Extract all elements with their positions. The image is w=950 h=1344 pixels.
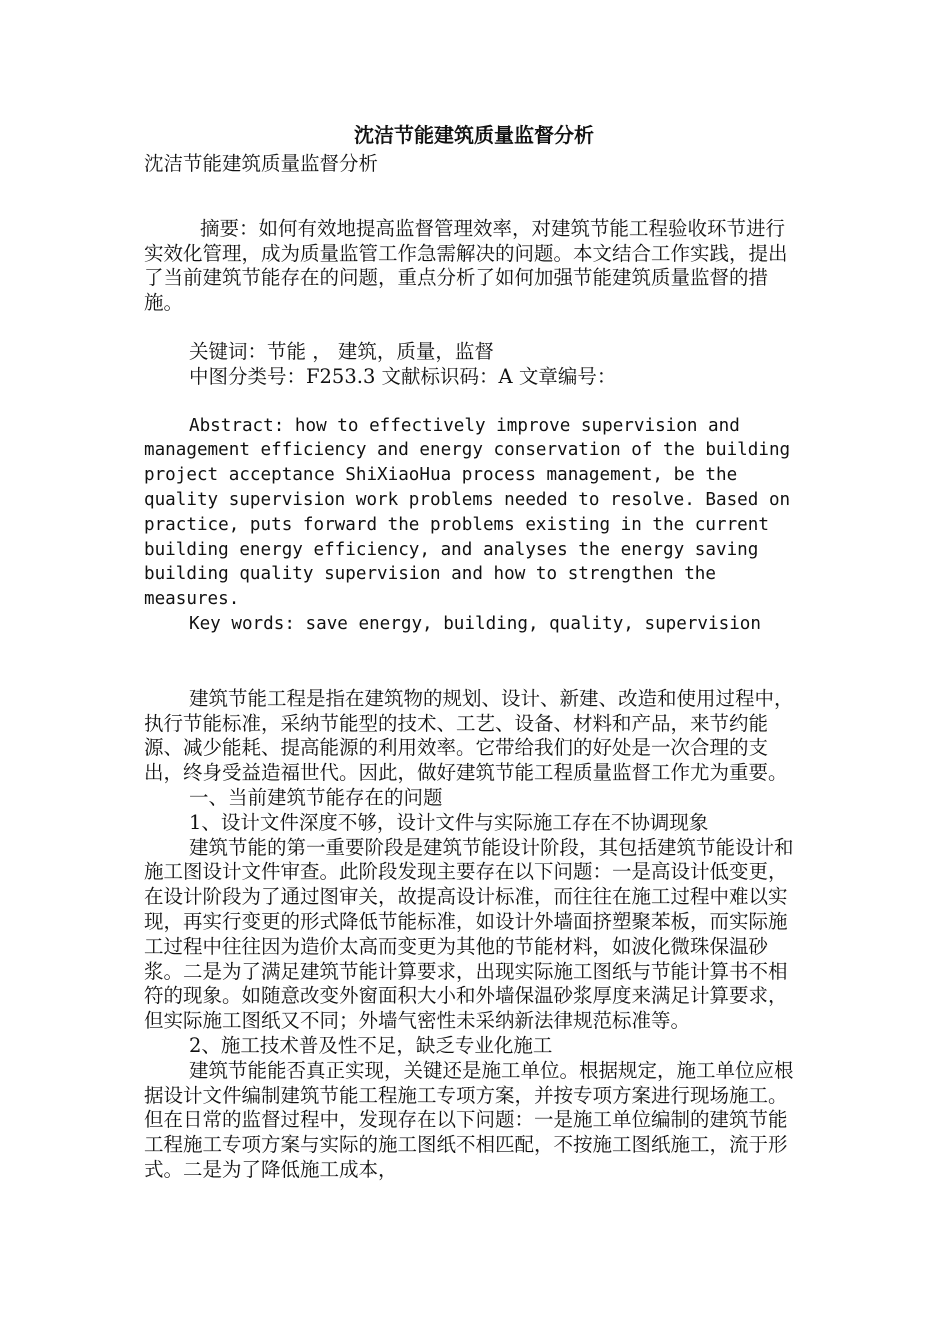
document-content	[144, 122, 804, 1183]
item-text-2: 建筑节能能否真正实现，关键还是施工单位。根据规定，施工单位应根据设计文件编制建筑节能工程施工专项方案，并按专项方案进行现场施工。但在日常的监督过程中，发现存在以下问题：一是施工单位编制的建筑节能工程施工专项方案与实际的施工图纸不相匹配，不按施工图纸施工，流于形式。二是为了降低施工成本，	[144, 1058, 794, 1181]
abstract-en: Abstract: how to effectively improve supervision and management efficiency and energy conservation of the building project acceptance ShiXiaoHua process management, be the quality supervision work problems needed to resolve. Based on practice, puts forward the problems existing in the current building energy efficiency, and analyses the energy saving building quality supervision and how to strengthen the measures.	[144, 415, 791, 610]
item-heading-1: 1、设计文件深度不够，设计文件与实际施工存在不协调现象	[189, 810, 709, 834]
item-text-1: 建筑节能的第一重要阶段是建筑节能设计阶段，其包括建筑节能设计和施工图设计文件审查。此阶段发现主要存在以下问题：一是高设计低变更，在设计阶段为了通过图审关，故提高设计标准，而往往在施工过程中难以实现，再实行变更的形式降低节能标准，如设计外墙面挤塑聚苯板，而实际施工过程中往往因为造价太高而变更为其他的节能材料，如波化微珠保温砂浆。二是为了满足建筑节能计算要求，出现实际施工图纸与节能计算书不相符的现象。如随意改变外窗面积大小和外墙保温砂浆厚度来满足计算要求，但实际施工图纸又不同；外墙气密性未采纳新法律规范标准等。	[144, 835, 794, 1033]
body-intro: 建筑节能工程是指在建筑物的规划、设计、新建、改造和使用过程中，执行节能标准，采纳节能型的技术、工艺、设备、材料和产品，来节约能源、减少能耗、提高能源的利用效率。它带给我们的好处是一次合理的支出，终身受益造福世代。因此，做好建筑节能工程质量监督工作尤为重要。	[144, 686, 794, 785]
document-title: 沈洁节能建筑质量监督分析	[354, 123, 594, 147]
abstract-cn: 摘要：如何有效地提高监督管理效率，对建筑节能工程验收环节进行实效化管理，成为质量监管工作急需解决的问题。本文结合工作实践，提出了当前建筑节能存在的问题，重点分析了如何加强节能建筑质量监督的措施。	[144, 216, 788, 315]
keywords-cn: 关键词：节能 ， 建筑，质量，监督	[189, 339, 494, 363]
classification-line: 中图分类号：F253.3 文献标识码：A 文章编号：	[189, 364, 617, 388]
item-heading-2: 2、施工技术普及性不足，缺乏专业化施工	[189, 1033, 553, 1057]
document-subtitle: 沈洁节能建筑质量监督分析	[144, 152, 379, 175]
keywords-en: Key words: save energy, building, quality, supervision	[189, 613, 761, 634]
section-heading-1: 一、当前建筑节能存在的问题	[189, 785, 443, 809]
